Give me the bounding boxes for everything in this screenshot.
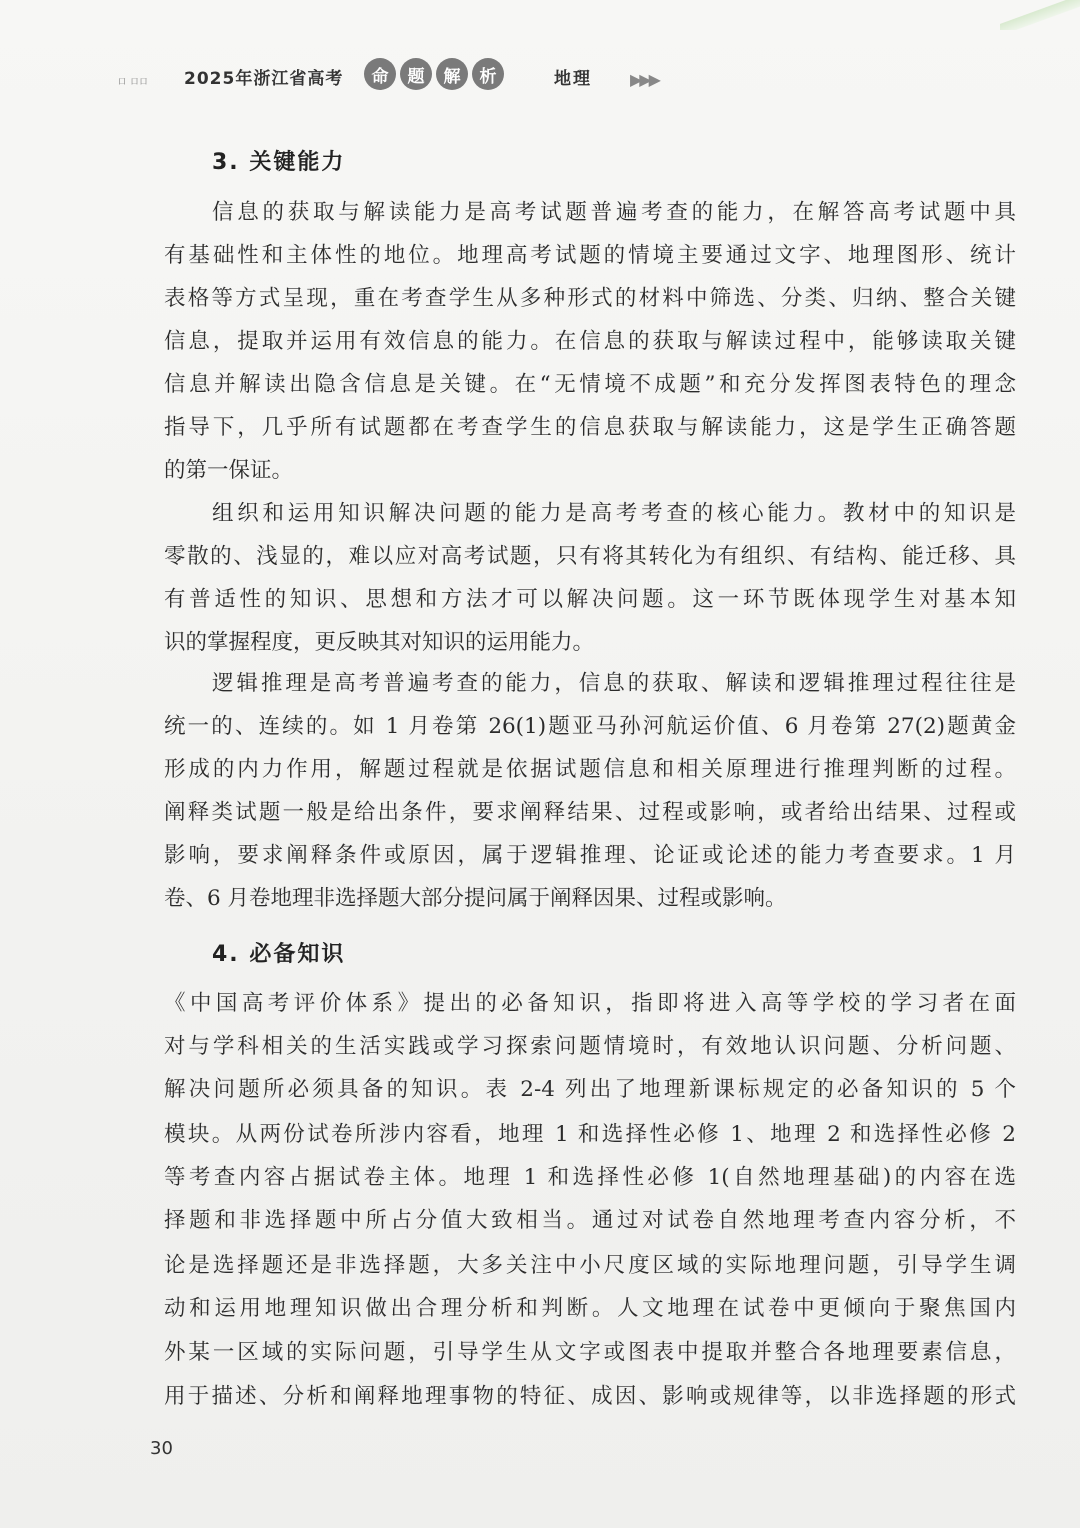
text-line: 影响，要求阐释条件或原因，属于逻辑推理、论证或论述的能力考查要求。1 月 (164, 843, 1016, 868)
text-line: 解决问题所必须具备的知识。表 2-4 列出了地理新课标规定的必备知识的 5 个 (164, 1077, 1016, 1102)
header-series-title: 2025年浙江省高考 (184, 69, 344, 89)
text-line: 用于描述、分析和阐释地理事物的特征、成因、影响或规律等，以非选择题的形式 (164, 1384, 1016, 1409)
text-line: 《中国高考评价体系》提出的必备知识，指即将进入高等学校的学习者在面 (164, 991, 1016, 1016)
text-line: 有基础性和主体性的地位。地理高考试题的情境主要通过文字、地理图形、统计 (164, 243, 1016, 268)
text-line: 识的掌握程度，更反映其对知识的运用能力。 (164, 630, 595, 655)
header-badge: 析 (472, 58, 504, 90)
text-line: 模块。从两份试卷所涉内容看，地理 1 和选择性必修 1、地理 2 和选择性必修 2 (164, 1122, 1016, 1147)
running-header (118, 56, 678, 96)
section-heading: 4. 必备知识 (212, 942, 346, 967)
text-line: 论是选择题还是非选择题，大多关注中小尺度区域的实际地理问题，引导学生调 (164, 1253, 1016, 1278)
text-line: 动和运用地理知识做出合理分析和判断。人文地理在试卷中更倾向于聚焦国内 (164, 1296, 1016, 1321)
page-number: 30 (150, 1438, 173, 1459)
corner-decoration (1000, 0, 1080, 30)
section-heading: 3. 关键能力 (212, 150, 346, 175)
header-badge: 命 (364, 58, 396, 90)
header-badge: 解 (436, 58, 468, 90)
text-line: 组织和运用知识解决问题的能力是高考考查的核心能力。教材中的知识是 (212, 501, 1016, 526)
header-arrow-icon: ▶▶▶ (630, 70, 658, 89)
text-line: 形成的内力作用，解题过程就是依据试题信息和相关原理进行推理判断的过程。 (164, 757, 1016, 782)
text-line: 外某一区域的实际问题，引导学生从文字或图表中提取并整合各地理要素信息， (164, 1340, 1016, 1365)
header-subject: 地理 (554, 69, 592, 89)
text-line: 信息的获取与解读能力是高考试题普遍考查的能力，在解答高考试题中具 (212, 200, 1016, 225)
text-line: 信息并解读出隐含信息是关键。在“无情境不成题”和充分发挥图表特色的理念 (164, 372, 1016, 397)
text-line: 信息，提取并运用有效信息的能力。在信息的获取与解读过程中，能够读取关键 (164, 329, 1016, 354)
text-line: 零散的、浅显的，难以应对高考试题，只有将其转化为有组织、有结构、能迁移、具 (164, 544, 1016, 569)
text-line: 逻辑推理是高考普遍考查的能力，信息的获取、解读和逻辑推理过程往往是 (212, 671, 1016, 696)
text-line: 统一的、连续的。如 1 月卷第 26(1)题亚马孙河航运价值、6 月卷第 27(2)题黄金 (164, 714, 1016, 739)
text-line: 的第一保证。 (164, 458, 294, 483)
text-line: 对与学科相关的生活实践或学习探索问题情境时，有效地认识问题、分析问题、 (164, 1034, 1016, 1059)
text-line: 等考查内容占据试卷主体。地理 1 和选择性必修 1(自然地理基础)的内容在选 (164, 1165, 1016, 1190)
header-badge: 题 (400, 58, 432, 90)
text-line: 表格等方式呈现，重在考查学生从多种形式的材料中筛选、分类、归纳、整合关键 (164, 286, 1016, 311)
header-badge-group (364, 58, 504, 90)
text-line: 择题和非选择题中所占分值大致相当。通过对试卷自然地理考查内容分析，不 (164, 1208, 1016, 1233)
text-line: 有普适性的知识、思想和方法才可以解决问题。这一环节既体现学生对基本知 (164, 587, 1016, 612)
text-line: 阐释类试题一般是给出条件，要求阐释结果、过程或影响，或者给出结果、过程或 (164, 800, 1016, 825)
text-line: 卷、6 月卷地理非选择题大部分提问属于阐释因果、过程或影响。 (164, 886, 787, 911)
header-small-text: 口 口口 (118, 77, 149, 86)
text-line: 指导下，几乎所有试题都在考查学生的信息获取与解读能力，这是学生正确答题 (164, 415, 1016, 440)
